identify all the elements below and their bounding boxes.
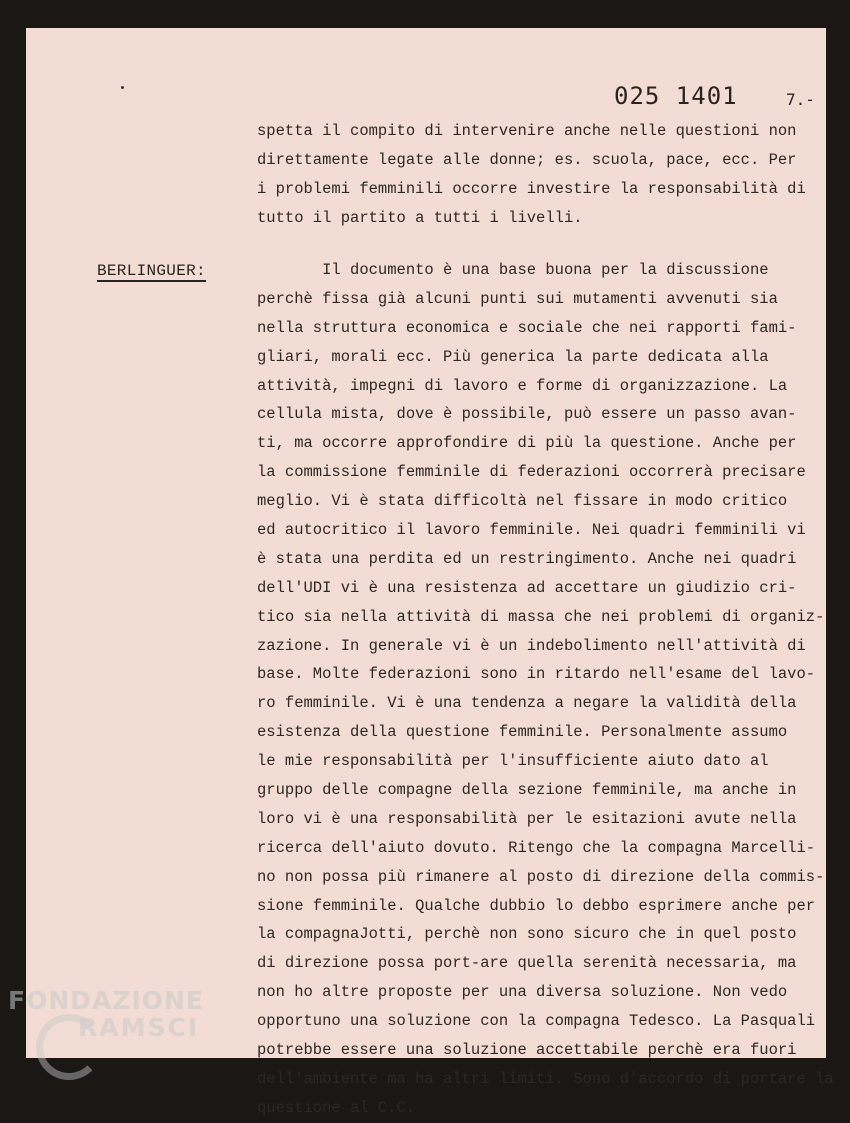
text-line: ro femminile. Vi è una tendenza a negare la validità della [257,694,797,713]
text-line: gliari, morali ecc. Più generica la parte dedicata alla [257,347,769,366]
document-number: 025 1401 [614,82,738,110]
text-line: perchè fissa già alcuni punti sui mutamenti avvenuti sia [257,289,778,308]
paragraph-continuation [257,117,850,233]
text-line: tutto il partito a tutti i livelli. [257,208,583,227]
text-line: la commissione femminile di federazioni occorrerà precisare [257,463,806,482]
text-line: attività, impegni di lavoro e forme di organizzazione. La [257,376,788,395]
watermark [8,988,204,1040]
text-line: dell'UDI vi è una resistenza ad accettare un giudizio cri- [257,578,797,597]
text-line: esistenza della questione femminile. Personalmente assumo [257,723,788,742]
text-line: opportuno una soluzione con la compagna Tedesco. La Pasquali [257,1012,816,1031]
text-line: potrebbe essere una soluzione accettabile perchè era fuori [257,1041,797,1060]
text-line: ed autocritico il lavoro femminile. Nei quadri femminili vi [257,521,806,540]
text-line: dell'ambiente ma ha altri limiti. Sono d'accordo di portare la [257,1069,834,1088]
document-page [26,28,834,1117]
text-line: base. Molte federazioni sono in ritardo nell'esame del lavo- [257,665,816,684]
text-line: sione femminile. Qualche dubbio lo debbo esprimere anche per [257,896,816,915]
watermark-line2: RAMSCI [78,1013,200,1042]
page-number: 7.- [786,90,815,109]
text-line: ti, ma occorre approfondire di più la questione. Anche per [257,434,797,453]
text-line: cellula mista, dove è possibile, può essere un passo avan- [257,405,797,424]
text-line: ricerca dell'aiuto dovuto. Ritengo che la compagna Marcelli- [257,838,816,857]
text-line: le mie responsabilità per l'insufficiente aiuto dato al [257,752,769,771]
text-line: meglio. Vi è stata difficoltà nel fissare in modo critico [257,492,788,511]
text-line: di direzione possa port-are quella serenità necessaria, ma [257,954,797,973]
text-line: no non possa più rimanere al posto di direzione della commis- [257,867,825,886]
speaker-label: BERLINGUER: [97,262,206,280]
speech-paragraph [257,256,850,1123]
text-line: direttamente legate alle donne; es. scuola, pace, ecc. Per [257,150,797,169]
text-line: Il documento è una base buona per la discussione [257,261,769,279]
watermark-line1: FONDAZIONE [8,986,205,1015]
text-line: tico sia nella attività di massa che nei problemi di organiz- [257,607,825,626]
text-line: loro vi è una responsabilità per le esitazioni avute nella [257,809,797,828]
text-line: i problemi femminili occorre investire la responsabilità di [257,179,806,198]
text-line: la compagnaJotti, perchè non sono sicuro che in quel posto [257,925,797,944]
ink-dot [121,86,124,89]
text-line: spetta il compito di intervenire anche nelle questioni non [257,122,797,140]
text-line: non ho altre proposte per una diversa soluzione. Non vedo [257,983,788,1002]
text-line: gruppo delle compagne della sezione femminile, ma anche in [257,781,797,800]
text-line: questione al C.C. [257,1098,416,1117]
text-line: nella struttura economica e sociale che nei rapporti fami- [257,318,797,337]
text-line: è stata una perdita ed un restringimento. Anche nei quadri [257,549,797,568]
text-line: zazione. In generale vi è un indebolimento nell'attività di [257,636,806,655]
